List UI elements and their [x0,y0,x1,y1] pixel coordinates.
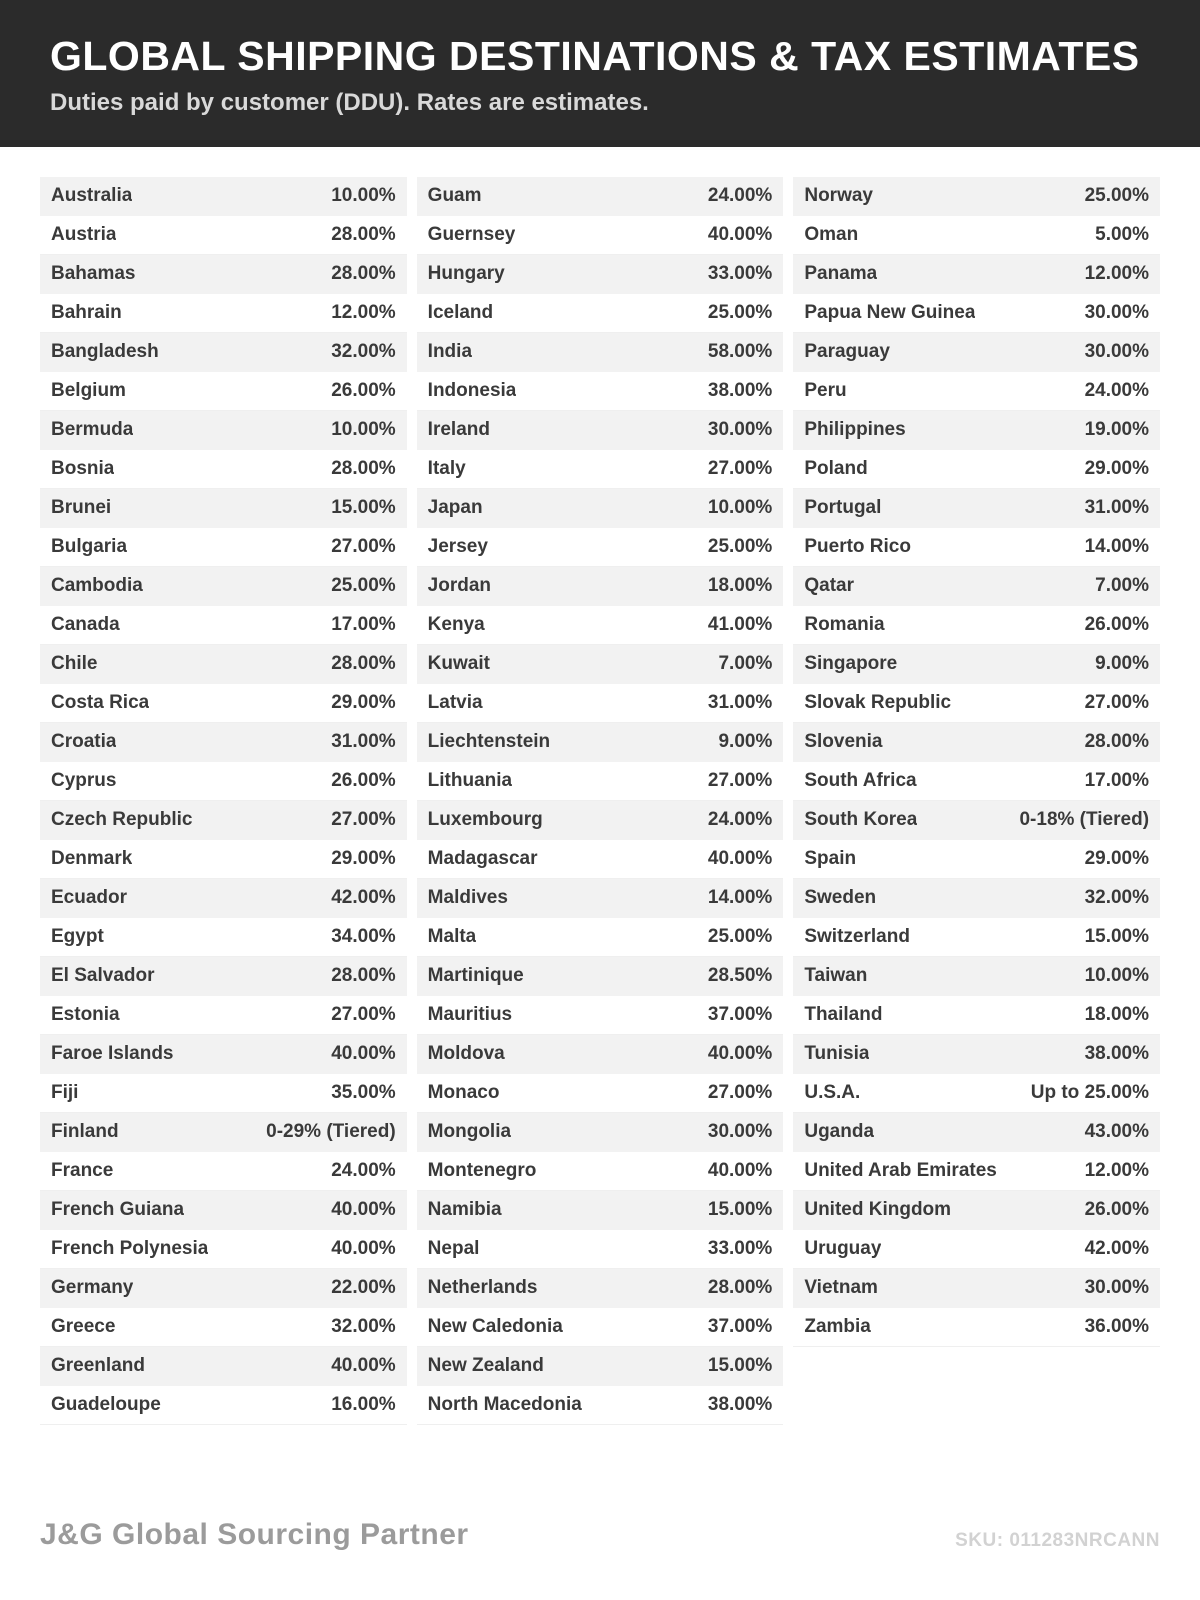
country-name: Bangladesh [51,341,159,363]
country-name: India [427,341,473,363]
tax-rate: 24.00% [1084,380,1150,402]
country-name: Poland [804,458,868,480]
tax-rate: 29.00% [1084,848,1150,870]
table-row [417,840,784,879]
tax-rate: 15.00% [707,1199,773,1221]
table-row [417,450,784,489]
tax-rate: 26.00% [331,770,396,792]
table-row [793,1191,1160,1230]
table-row [793,411,1160,450]
country-name: Kenya [427,614,485,636]
table-row [40,1347,407,1386]
country-name: Peru [804,380,847,402]
table-row [40,996,407,1035]
country-name: Finland [51,1121,119,1143]
table-row [417,723,784,762]
country-name: Ireland [427,419,490,441]
country-name: Greece [51,1316,116,1338]
country-name: Faroe Islands [51,1043,174,1065]
table-row [40,606,407,645]
country-name: Monaco [427,1082,500,1104]
country-name: Oman [804,224,859,246]
country-name: Fiji [51,1082,79,1104]
country-name: Madagascar [427,848,538,870]
tax-rate: 33.00% [707,263,773,285]
table-row [793,216,1160,255]
country-name: Hungary [427,263,505,285]
table-row [40,645,407,684]
tax-rate: 10.00% [331,185,396,207]
tax-rate: 26.00% [1084,1199,1150,1221]
table-row [40,762,407,801]
tax-rate: 24.00% [707,809,773,831]
tax-rate: 40.00% [331,1238,396,1260]
tax-rate: 28.00% [331,224,396,246]
table-row [417,372,784,411]
country-name: South Africa [804,770,917,792]
table-row [417,879,784,918]
table-row [417,801,784,840]
table-row [417,1347,784,1386]
tax-rate: 24.00% [707,185,773,207]
table-row [40,1308,407,1347]
tax-rate: 31.00% [707,692,773,714]
table-row [793,372,1160,411]
country-name: Paraguay [804,341,890,363]
brand-text: J&G Global Sourcing Partner [40,1518,469,1551]
tax-rate: 30.00% [707,1121,773,1143]
tax-rate: 12.00% [1084,1160,1150,1182]
tax-rate: 42.00% [331,887,396,909]
tax-rate: 26.00% [1084,614,1150,636]
tax-rate: 32.00% [1084,887,1150,909]
country-name: Tunisia [804,1043,870,1065]
table-row [793,801,1160,840]
table-row [417,294,784,333]
country-name: Vietnam [804,1277,878,1299]
table-row [40,723,407,762]
table-row [40,684,407,723]
country-name: Cambodia [51,575,143,597]
tax-rate: 0-29% (Tiered) [266,1121,396,1143]
country-name: Germany [51,1277,134,1299]
country-name: Nepal [427,1238,480,1260]
country-name: Puerto Rico [804,536,911,558]
table-row [417,1191,784,1230]
table-row [417,645,784,684]
tax-rate: 28.00% [331,965,396,987]
country-name: Bahrain [51,302,122,324]
table-row [40,177,407,216]
table-row [417,255,784,294]
country-name: Malta [427,926,477,948]
tax-rate: 25.00% [707,302,773,324]
table-row [40,801,407,840]
tax-rate: 22.00% [331,1277,396,1299]
country-name: Ecuador [51,887,128,909]
country-name: Croatia [51,731,117,753]
country-name: Liechtenstein [427,731,551,753]
table-row [793,567,1160,606]
country-name: Guadeloupe [51,1394,161,1416]
page-subtitle: Duties paid by customer (DDU). Rates are estimates. [50,89,649,117]
tax-rate: 29.00% [331,692,396,714]
tax-rate: 27.00% [707,770,773,792]
tax-rate: 42.00% [1084,1238,1150,1260]
country-name: Guam [427,185,482,207]
country-name: Lithuania [427,770,513,792]
table-row [40,489,407,528]
country-name: Indonesia [427,380,517,402]
table-row [793,879,1160,918]
country-name: Sweden [804,887,877,909]
tax-rate: 40.00% [331,1355,396,1377]
country-name: Qatar [804,575,854,597]
table-row [40,840,407,879]
table-row [40,1035,407,1074]
table-row [417,1035,784,1074]
table-column-2 [417,177,784,1425]
table-row [793,996,1160,1035]
country-name: El Salvador [51,965,155,987]
tax-rate: 7.00% [718,653,773,675]
table-row [40,294,407,333]
tax-rate: 15.00% [707,1355,773,1377]
table-row [793,1308,1160,1347]
table-row [40,216,407,255]
tax-rate: 37.00% [707,1316,773,1338]
country-name: Montenegro [427,1160,537,1182]
country-name: South Korea [804,809,918,831]
page-title: GLOBAL SHIPPING DESTINATIONS & TAX ESTIMATES [50,33,1140,79]
country-name: Chile [51,653,98,675]
table-row [40,1074,407,1113]
country-name: Italy [427,458,466,480]
tax-rate: 30.00% [1084,302,1150,324]
country-name: Norway [804,185,873,207]
table-row [793,1074,1160,1113]
tax-rate: 10.00% [707,497,773,519]
table-row [40,1113,407,1152]
country-name: Bahamas [51,263,136,285]
country-name: Spain [804,848,857,870]
tax-rate: 32.00% [331,1316,396,1338]
tax-rate: 40.00% [707,848,773,870]
tax-rate: 25.00% [1084,185,1150,207]
country-name: Philippines [804,419,906,441]
country-name: French Polynesia [51,1238,209,1260]
tax-rate: 28.00% [1084,731,1150,753]
country-name: Taiwan [804,965,868,987]
tax-rate: 25.00% [707,536,773,558]
tax-rate: 40.00% [707,1160,773,1182]
table-row [793,723,1160,762]
tax-rate: 12.00% [1084,263,1150,285]
table-row [793,177,1160,216]
country-name: Mauritius [427,1004,513,1026]
table-row [793,1113,1160,1152]
country-name: United Arab Emirates [804,1160,997,1182]
country-name: Brunei [51,497,112,519]
country-name: Zambia [804,1316,871,1338]
tax-rate: 35.00% [331,1082,396,1104]
table-row [40,1191,407,1230]
tax-rate: 25.00% [707,926,773,948]
table-row [417,411,784,450]
table-row [793,840,1160,879]
country-name: Kuwait [427,653,490,675]
tax-rate: 17.00% [331,614,396,636]
tax-rate: 40.00% [707,1043,773,1065]
tax-rate: 58.00% [707,341,773,363]
country-name: Luxembourg [427,809,543,831]
tax-rate: 40.00% [331,1043,396,1065]
country-name: Greenland [51,1355,145,1377]
tax-rate: 28.50% [707,965,773,987]
table-row [417,1386,784,1425]
tax-rate: 0-18% (Tiered) [1019,809,1150,831]
tax-rate: 27.00% [1084,692,1150,714]
tax-rate: 25.00% [331,575,396,597]
table-row [417,1113,784,1152]
table-row [793,294,1160,333]
country-name: New Zealand [427,1355,544,1377]
tax-rate: 37.00% [707,1004,773,1026]
tax-rate: 10.00% [331,419,396,441]
table-row [793,333,1160,372]
tax-rate: 7.00% [1095,575,1150,597]
country-name: Slovenia [804,731,883,753]
country-name: Bosnia [51,458,115,480]
table-row [40,372,407,411]
table-row [793,918,1160,957]
table-row [417,684,784,723]
tax-rate: 30.00% [1084,341,1150,363]
table-row [417,918,784,957]
country-name: Jersey [427,536,488,558]
country-name: Estonia [51,1004,120,1026]
tax-rate: 24.00% [331,1160,396,1182]
table-row [417,957,784,996]
country-name: Netherlands [427,1277,538,1299]
tax-rate: 31.00% [331,731,396,753]
tax-rate: 27.00% [331,1004,396,1026]
country-name: Belgium [51,380,126,402]
table-row [417,996,784,1035]
tax-rate: 43.00% [1084,1121,1150,1143]
country-name: France [51,1160,114,1182]
tax-rate: 29.00% [331,848,396,870]
table-row [40,1152,407,1191]
table-row [793,684,1160,723]
tax-rate: 28.00% [707,1277,773,1299]
table-row [417,1230,784,1269]
country-name: Latvia [427,692,483,714]
tax-rate: 40.00% [331,1199,396,1221]
table-row [40,528,407,567]
table-row [793,957,1160,996]
country-name: Panama [804,263,878,285]
tax-rate: 38.00% [1084,1043,1150,1065]
country-name: U.S.A. [804,1082,861,1104]
table-row [40,450,407,489]
sku-text: SKU: 011283NRCANN [955,1530,1160,1551]
table-row [793,762,1160,801]
table-row [417,1074,784,1113]
country-name: Uganda [804,1121,875,1143]
country-name: Cyprus [51,770,117,792]
tax-rate: 30.00% [1084,1277,1150,1299]
table-row [40,1269,407,1308]
country-name: Jordan [427,575,492,597]
tax-rate: 14.00% [707,887,773,909]
table-row [40,1230,407,1269]
table-row [417,489,784,528]
tax-rate: 12.00% [331,302,396,324]
country-name: Denmark [51,848,133,870]
tax-rate: 40.00% [707,224,773,246]
country-name: Uruguay [804,1238,882,1260]
table-row [417,567,784,606]
tax-rate: 15.00% [1084,926,1150,948]
table-row [417,528,784,567]
tax-rate: 10.00% [1084,965,1150,987]
tax-rate: 27.00% [707,458,773,480]
country-name: Switzerland [804,926,910,948]
page-header [0,0,1200,147]
country-name: Moldova [427,1043,505,1065]
tax-rate: 15.00% [331,497,396,519]
country-name: Costa Rica [51,692,150,714]
tax-rate: 17.00% [1084,770,1150,792]
tax-rate: 5.00% [1095,224,1150,246]
country-name: Romania [804,614,885,636]
table-row [417,606,784,645]
table-row [793,606,1160,645]
country-name: Japan [427,497,483,519]
tax-rate: 33.00% [707,1238,773,1260]
country-name: French Guiana [51,1199,185,1221]
country-name: North Macedonia [427,1394,582,1416]
country-name: Portugal [804,497,882,519]
tax-rate: 9.00% [718,731,773,753]
country-name: Slovak Republic [804,692,952,714]
country-name: Egypt [51,926,104,948]
tax-rate: 27.00% [707,1082,773,1104]
table-row [417,762,784,801]
country-name: Bulgaria [51,536,128,558]
tax-rate: 27.00% [331,809,396,831]
country-name: Thailand [804,1004,883,1026]
table-row [40,1386,407,1425]
country-name: Singapore [804,653,898,675]
table-row [40,255,407,294]
table-row [793,1035,1160,1074]
tax-table [0,147,1200,1425]
table-row [793,528,1160,567]
tax-rate: 18.00% [1084,1004,1150,1026]
table-row [417,177,784,216]
tax-rate: 16.00% [331,1394,396,1416]
table-row [40,411,407,450]
tax-rate: 29.00% [1084,458,1150,480]
tax-rate: 32.00% [331,341,396,363]
country-name: Maldives [427,887,508,909]
tax-rate: 26.00% [331,380,396,402]
table-row [793,1269,1160,1308]
tax-rate: 28.00% [331,458,396,480]
country-name: Mongolia [427,1121,512,1143]
tax-rate: 27.00% [331,536,396,558]
tax-rate: 28.00% [331,263,396,285]
table-column-1 [40,177,407,1425]
table-row [793,255,1160,294]
tax-rate: 41.00% [707,614,773,636]
table-row [793,1152,1160,1191]
tax-rate: 38.00% [707,380,773,402]
table-row [417,1308,784,1347]
country-name: New Caledonia [427,1316,563,1338]
table-row [417,333,784,372]
table-row [793,489,1160,528]
tax-rate: 18.00% [707,575,773,597]
table-row [793,645,1160,684]
tax-rate: 28.00% [331,653,396,675]
country-name: United Kingdom [804,1199,952,1221]
tax-rate: 19.00% [1084,419,1150,441]
table-row [40,918,407,957]
tax-rate: 31.00% [1084,497,1150,519]
country-name: Canada [51,614,120,636]
tax-rate: 14.00% [1084,536,1150,558]
table-row [417,1269,784,1308]
table-row [40,333,407,372]
country-name: Namibia [427,1199,502,1221]
table-row [40,879,407,918]
country-name: Martinique [427,965,524,987]
tax-rate: 36.00% [1084,1316,1150,1338]
country-name: Australia [51,185,133,207]
table-row [793,450,1160,489]
country-name: Bermuda [51,419,134,441]
tax-rate: 9.00% [1095,653,1150,675]
country-name: Guernsey [427,224,516,246]
table-column-3 [793,177,1160,1425]
tax-rate: Up to 25.00% [1030,1082,1150,1104]
tax-rate: 34.00% [331,926,396,948]
table-row [793,1230,1160,1269]
tax-rate: 30.00% [707,419,773,441]
country-name: Papua New Guinea [804,302,976,324]
tax-rate: 38.00% [707,1394,773,1416]
table-row [417,216,784,255]
table-row [417,1152,784,1191]
page-footer [0,1518,1200,1600]
country-name: Czech Republic [51,809,193,831]
table-row [40,957,407,996]
country-name: Iceland [427,302,494,324]
country-name: Austria [51,224,117,246]
table-columns [40,177,1160,1425]
table-row [40,567,407,606]
